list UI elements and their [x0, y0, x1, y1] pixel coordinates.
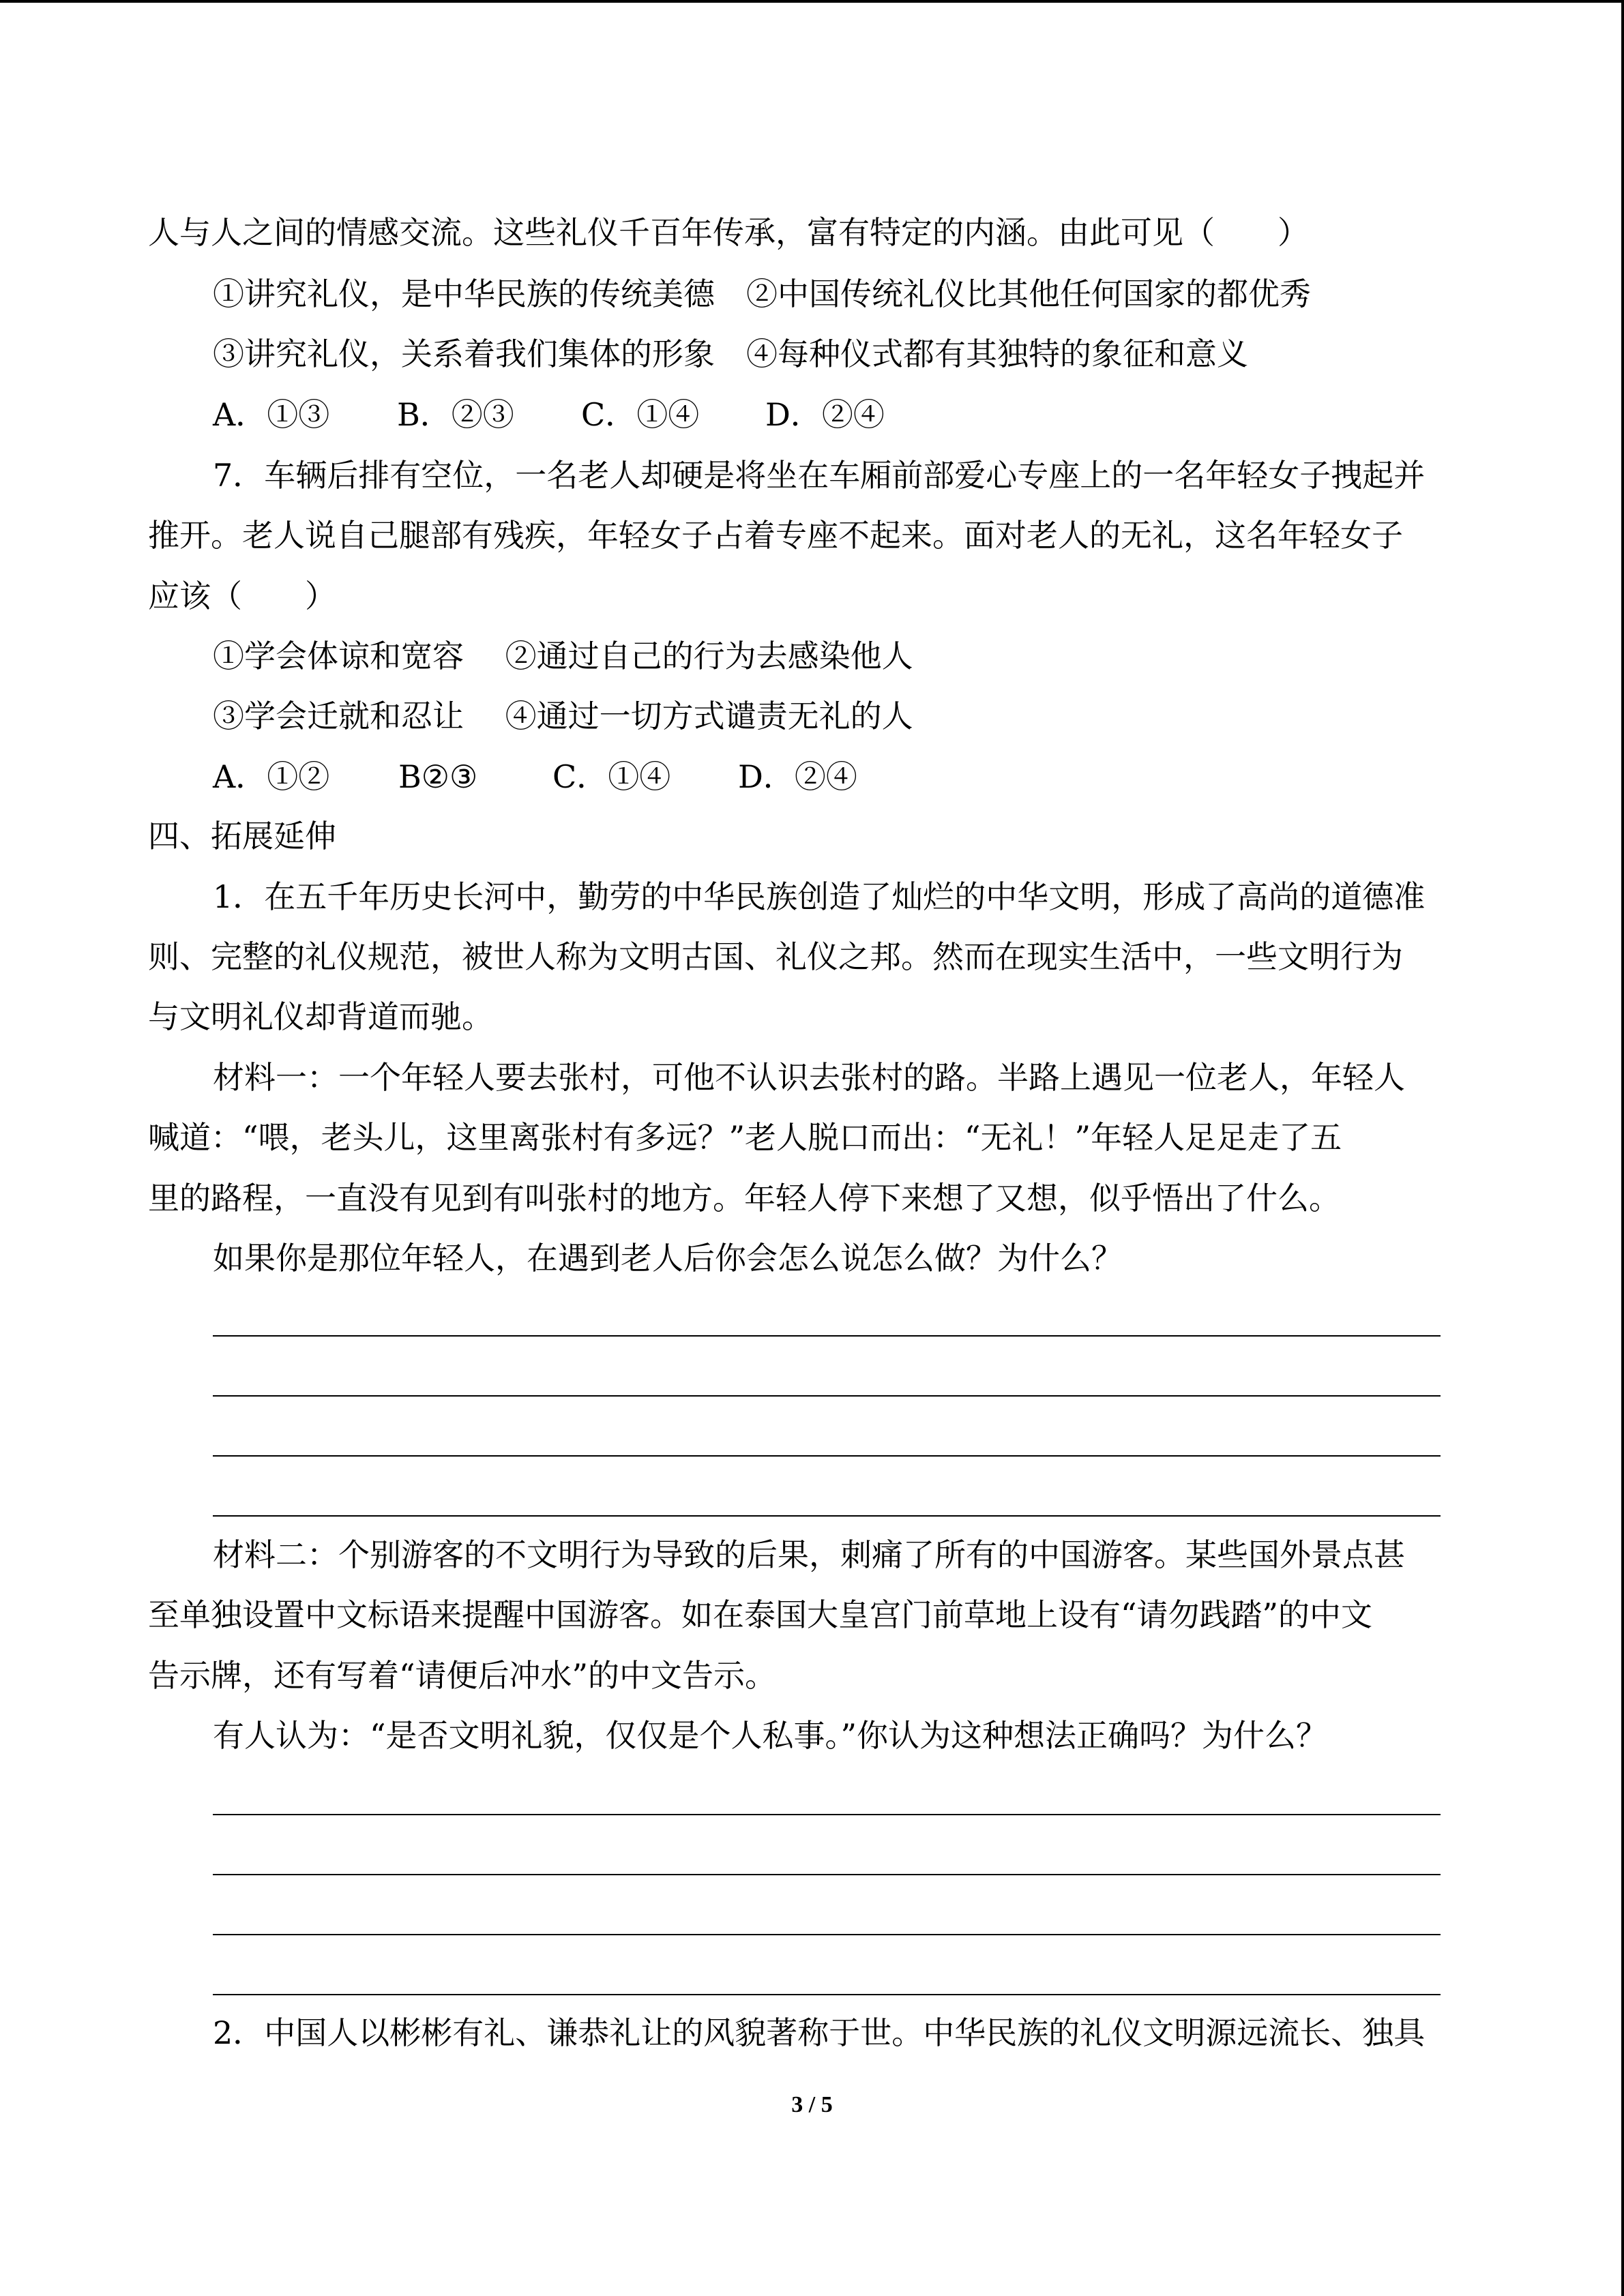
q7-choice-b: B②③ — [398, 758, 478, 795]
material1-line-2: 喊道：“喂，老头儿，这里离张村有多远？”老人脱口而出：“无礼！”年轻人足足走了五 — [148, 1119, 1342, 1156]
q7-choices — [213, 758, 857, 796]
q7-option-line-1: ①学会体谅和宽容 ②通过自己的行为去感染他人 — [213, 638, 913, 674]
answer-line[interactable] — [213, 1395, 1441, 1397]
q7-choice-d: D．②④ — [738, 758, 857, 795]
s4-q1-stem-line-1: 1．在五千年历史长河中，勤劳的中华民族创造了灿烂的中华文明，形成了高尚的道德准 — [213, 878, 1426, 915]
q7-option-line-2: ③学会迁就和忍让 ④通过一切方式谴责无礼的人 — [213, 698, 913, 734]
answer-line[interactable] — [213, 1455, 1441, 1457]
answer-line[interactable] — [213, 1934, 1441, 1935]
material2-question: 有人认为：“是否文明礼貌，仅仅是个人私事。”你认为这种想法正确吗？为什么？ — [213, 1717, 1328, 1754]
material1-question: 如果你是那位年轻人，在遇到老人后你会怎么说怎么做？为什么？ — [213, 1240, 1123, 1277]
page-border-right — [1621, 0, 1624, 2296]
q6-stem-tail: 人与人之间的情感交流。这些礼仪千百年传承，富有特定的内涵。由此可见（ ） — [148, 214, 1309, 251]
q6-choice-a: A．①③ — [213, 396, 330, 433]
material2-line-3: 告示牌，还有写着“请便后冲水”的中文告示。 — [148, 1657, 777, 1694]
answer-line[interactable] — [213, 1994, 1441, 1995]
answer-line[interactable] — [213, 1814, 1441, 1815]
q6-option-line-2: ③讲究礼仪，关系着我们集体的形象 ④每种仪式都有其独特的象征和意义 — [213, 336, 1248, 372]
s4-q1-stem-line-3: 与文明礼仪却背道而驰。 — [148, 998, 493, 1035]
q7-stem-line-1: 7．车辆后排有空位，一名老人却硬是将坐在车厢前部爱心专座上的一名年轻女子拽起并 — [213, 457, 1426, 494]
q6-choices — [213, 396, 885, 434]
q6-option-line-1: ①讲究礼仪，是中华民族的传统美德 ②中国传统礼仪比其他任何国家的都优秀 — [213, 275, 1311, 312]
answer-line[interactable] — [213, 1874, 1441, 1875]
s4-q1-stem-line-2: 则、完整的礼仪规范，被世人称为文明古国、礼仪之邦。然而在现实生活中，一些文明行为 — [148, 938, 1403, 975]
material2-line-1: 材料二：个别游客的不文明行为导致的后果，刺痛了所有的中国游客。某些国外景点甚 — [213, 1536, 1405, 1573]
q6-choice-d: D．②④ — [765, 396, 885, 433]
answer-line[interactable] — [213, 1335, 1441, 1337]
q7-stem-line-3: 应该（ ） — [148, 578, 336, 614]
q6-choice-b: B．②③ — [397, 396, 514, 433]
page-border-top — [0, 0, 1624, 3]
q7-stem-line-2: 推开。老人说自己腿部有残疾，年轻女子占着专座不起来。面对老人的无礼，这名年轻女子 — [148, 517, 1403, 554]
page-number: 3 / 5 — [791, 2092, 833, 2117]
material1-line-1: 材料一：一个年轻人要去张村，可他不认识去张村的路。半路上遇见一位老人，年轻人 — [213, 1059, 1405, 1096]
q7-choice-c: C．①④ — [552, 758, 671, 795]
material1-line-3: 里的路程，一直没有见到有叫张村的地方。年轻人停下来想了又想，似乎悟出了什么。 — [148, 1180, 1340, 1217]
q6-choice-c: C．①④ — [581, 396, 700, 433]
q7-choice-a: A．①② — [213, 758, 330, 795]
material2-line-2: 至单独设置中文标语来提醒中国游客。如在泰国大皇宫门前草地上设有“请勿践踏”的中文 — [148, 1596, 1373, 1633]
answer-line[interactable] — [213, 1515, 1441, 1517]
s4-q2-stem: 2．中国人以彬彬有礼、谦恭礼让的风貌著称于世。中华民族的礼仪文明源远流长、独具 — [213, 2014, 1426, 2051]
section4-heading: 四、拓展延伸 — [148, 818, 336, 854]
